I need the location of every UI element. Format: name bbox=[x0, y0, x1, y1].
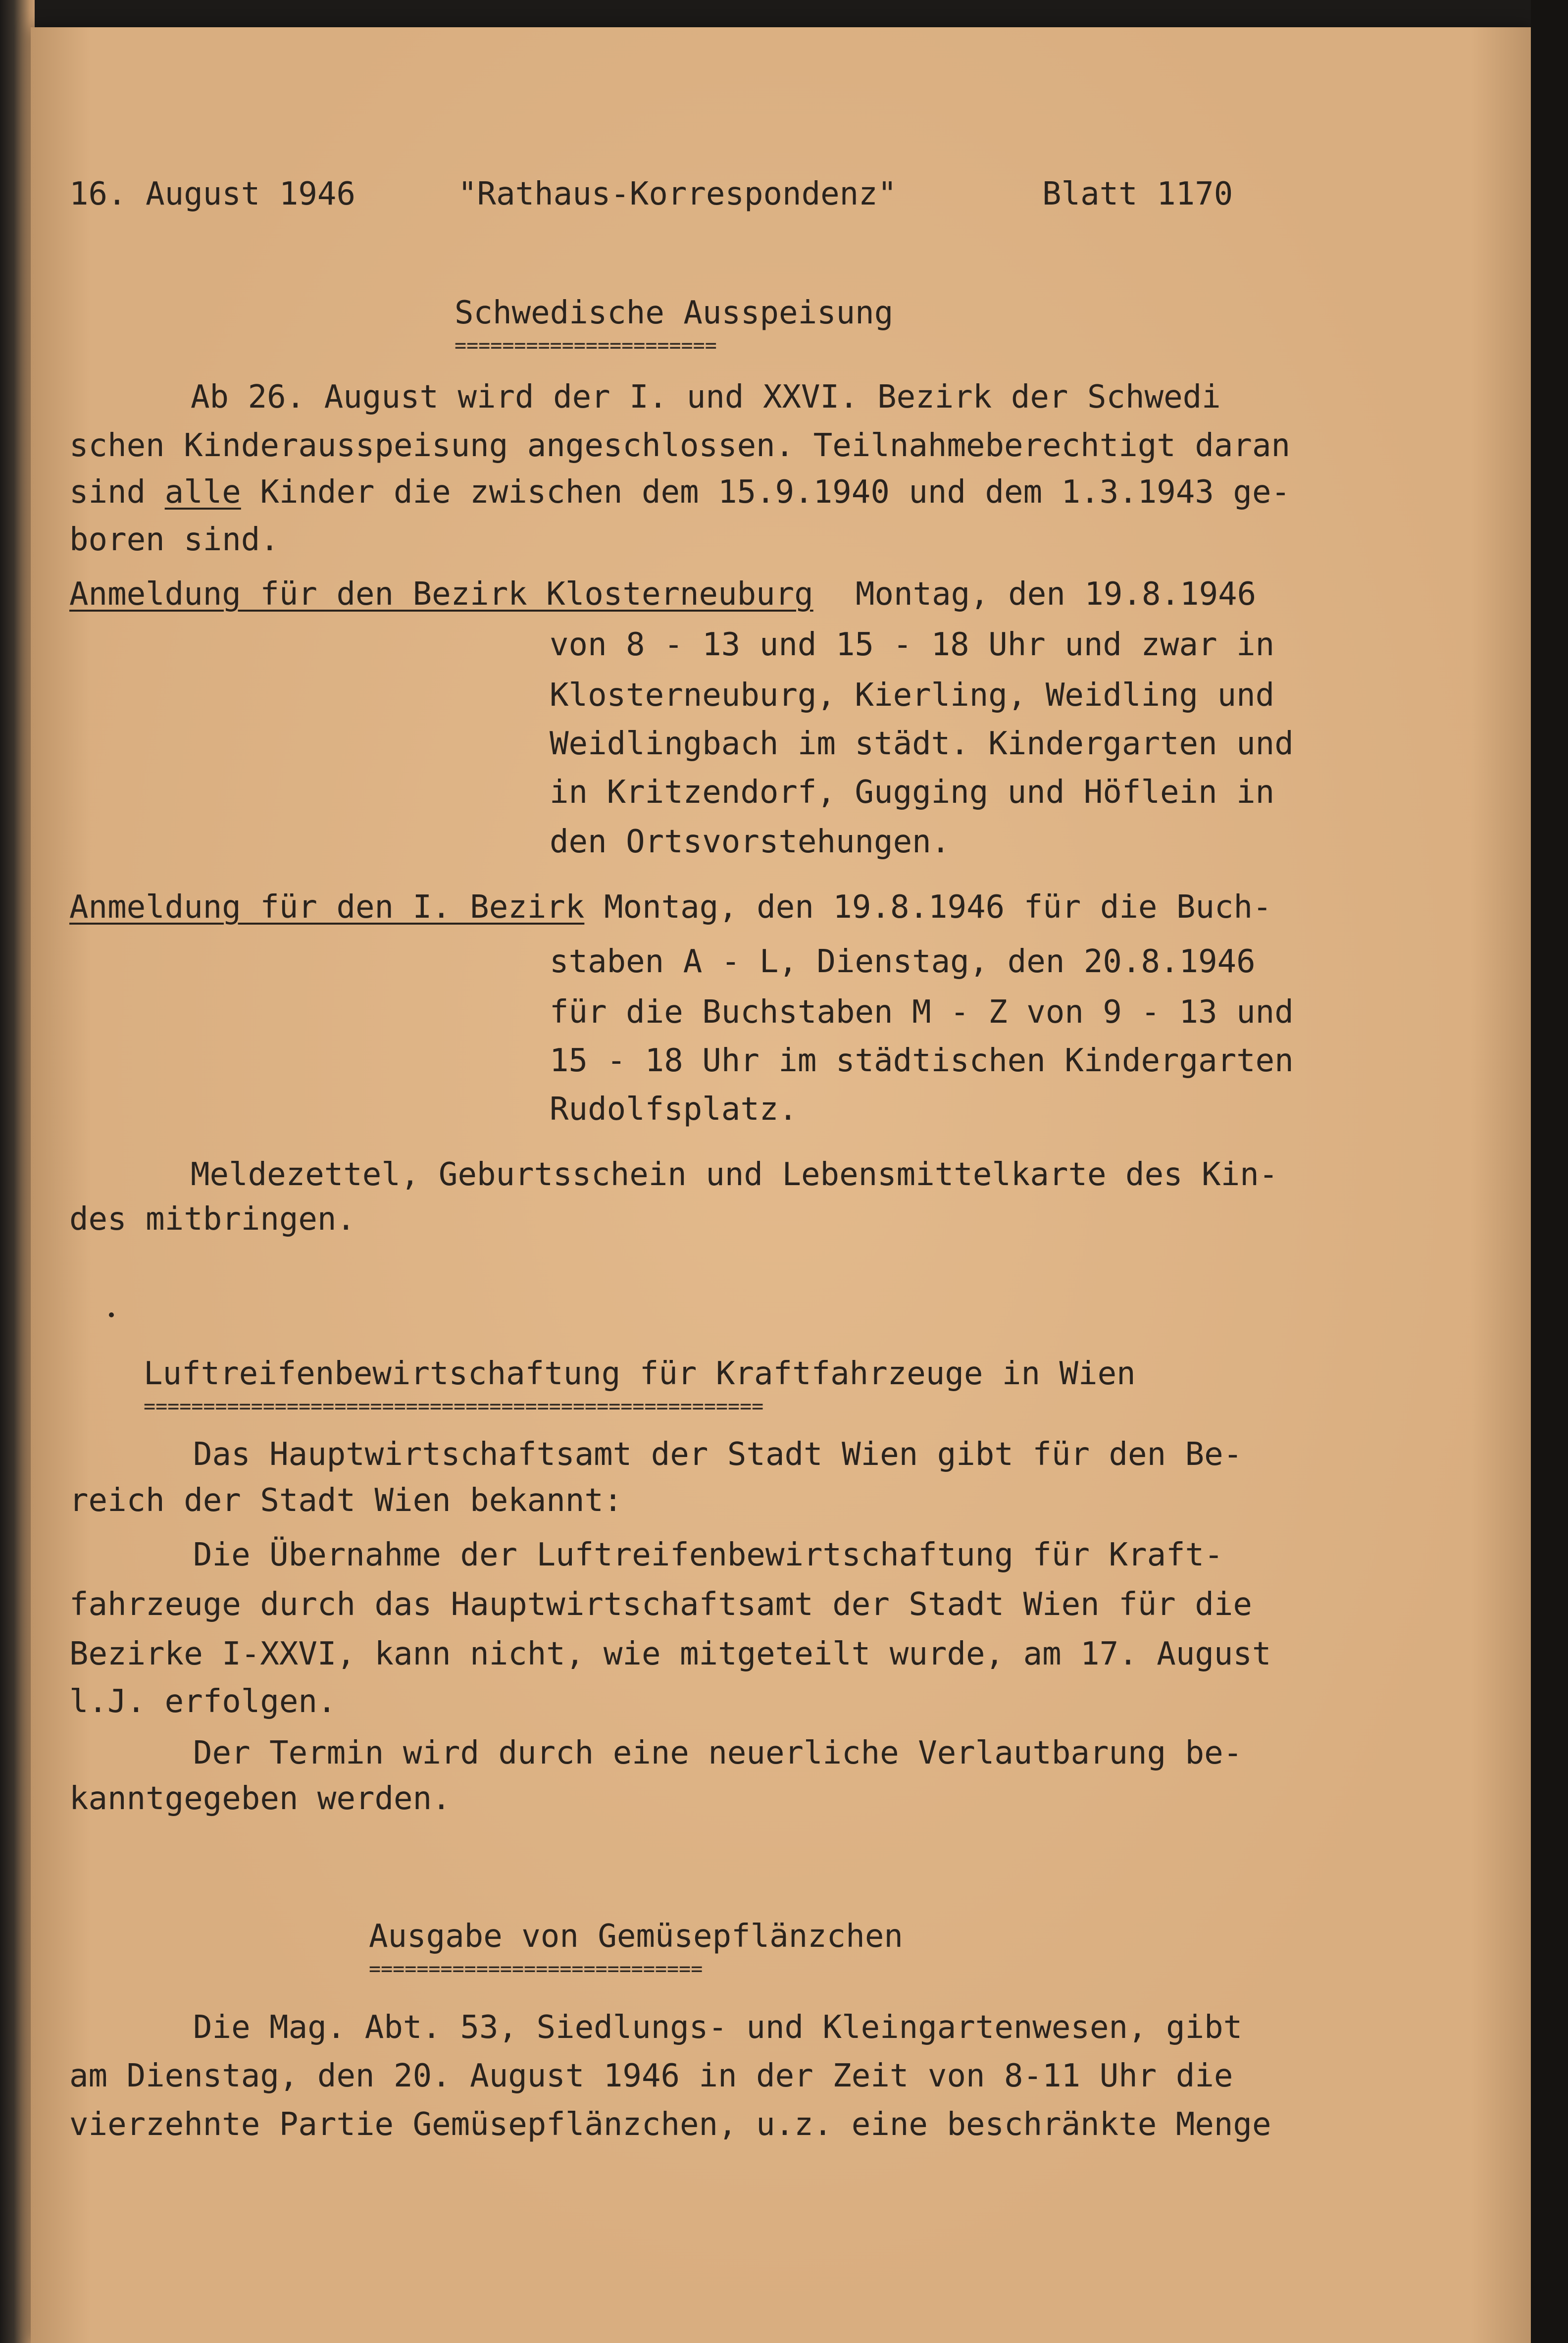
paragraph-line: Die Mag. Abt. 53, Siedlungs- und Kleingartenwesen, gibt bbox=[193, 2009, 1243, 2046]
registration-detail-line: den Ortsvorstehungen. bbox=[550, 824, 951, 860]
paragraph-line: Meldezettel, Geburtsschein und Lebensmittelkarte des Kin- bbox=[191, 1156, 1278, 1193]
paragraph-line: Der Termin wird durch eine neuerliche Verlautbarung be- bbox=[193, 1735, 1243, 1771]
paragraph-line: reich der Stadt Wien bekannt: bbox=[69, 1482, 623, 1519]
registration-detail-line: Klosterneuburg, Kierling, Weidling und bbox=[550, 677, 1275, 714]
title-double-rule: ====================== bbox=[455, 336, 717, 356]
binding-edge bbox=[0, 0, 35, 2343]
registration-detail-line: Montag, den 19.8.1946 bbox=[856, 576, 1257, 613]
paragraph-line: vierzehnte Partie Gemüsepflänzchen, u.z. eine beschränkte Menge bbox=[69, 2106, 1271, 2143]
title-double-rule: ============================ bbox=[369, 1959, 703, 1979]
registration-detail-line: staben A - L, Dienstag, den 20.8.1946 bbox=[550, 943, 1256, 980]
paragraph-line: l.J. erfolgen. bbox=[69, 1683, 337, 1720]
paragraph-line: fahrzeuge durch das Hauptwirtschaftsamt der Stadt Wien für die bbox=[69, 1586, 1252, 1623]
registration-detail-line: Rudolfsplatz. bbox=[550, 1091, 798, 1128]
registration-detail-line: in Kritzendorf, Gugging und Höflein in bbox=[550, 774, 1275, 811]
header-sheet-number: Blatt 1170 bbox=[1042, 176, 1233, 212]
paragraph-line: Ab 26. August wird der I. und XXVI. Bezirk der Schwedi bbox=[191, 379, 1221, 416]
paragraph-line: Das Hauptwirtschaftsamt der Stadt Wien gibt für den Be- bbox=[193, 1436, 1243, 1473]
paragraph-line: am Dienstag, den 20. August 1946 in der Zeit von 8-11 Uhr die bbox=[69, 2058, 1233, 2094]
paragraph-line: des mitbringen. bbox=[69, 1201, 355, 1238]
underlined-word: alle bbox=[164, 474, 241, 511]
registration-label-klosterneuburg: Anmeldung für den Bezirk Klosterneuburg bbox=[69, 576, 813, 613]
header-publication: "Rathaus-Korrespondenz" bbox=[458, 176, 897, 212]
registration-label-first-district: Anmeldung für den I. Bezirk bbox=[69, 889, 585, 926]
section-title-tire-management: Luftreifenbewirtschaftung für Kraftfahrzeuge in Wien bbox=[144, 1355, 1136, 1392]
paragraph-line: schen Kinderausspeisung angeschlossen. Teilnahmeberechtigt daran bbox=[69, 427, 1290, 464]
paragraph-line: sind alle Kinder die zwischen dem 15.9.1940 und dem 1.3.1943 ge- bbox=[69, 474, 1290, 511]
header-date: 16. August 1946 bbox=[69, 176, 355, 212]
paragraph-line: Die Übernahme der Luftreifenbewirtschaftung für Kraft- bbox=[193, 1537, 1223, 1573]
registration-detail-line: Montag, den 19.8.1946 für die Buch- bbox=[604, 889, 1272, 926]
paragraph-line: Bezirke I-XXVI, kann nicht, wie mitgeteilt wurde, am 17. August bbox=[69, 1636, 1271, 1672]
section-title-vegetable-seedlings: Ausgabe von Gemüsepflänzchen bbox=[369, 1918, 903, 1955]
registration-detail-line: Weidlingbach im städt. Kindergarten und bbox=[550, 726, 1294, 762]
title-double-rule: ==================================================== bbox=[144, 1397, 764, 1416]
registration-detail-line: von 8 - 13 und 15 - 18 Uhr und zwar in bbox=[550, 626, 1275, 663]
registration-detail-line: für die Buchstaben M - Z von 9 - 13 und bbox=[550, 994, 1294, 1031]
paragraph-line: kanntgegeben werden. bbox=[69, 1780, 451, 1817]
paragraph-line: boren sind. bbox=[69, 521, 279, 558]
section-title-swedish-feeding: Schwedische Ausspeisung bbox=[455, 295, 894, 331]
scan-background-strip bbox=[1531, 0, 1568, 2343]
registration-detail-line: 15 - 18 Uhr im städtischen Kindergarten bbox=[550, 1042, 1294, 1079]
ink-speck bbox=[109, 1312, 114, 1317]
